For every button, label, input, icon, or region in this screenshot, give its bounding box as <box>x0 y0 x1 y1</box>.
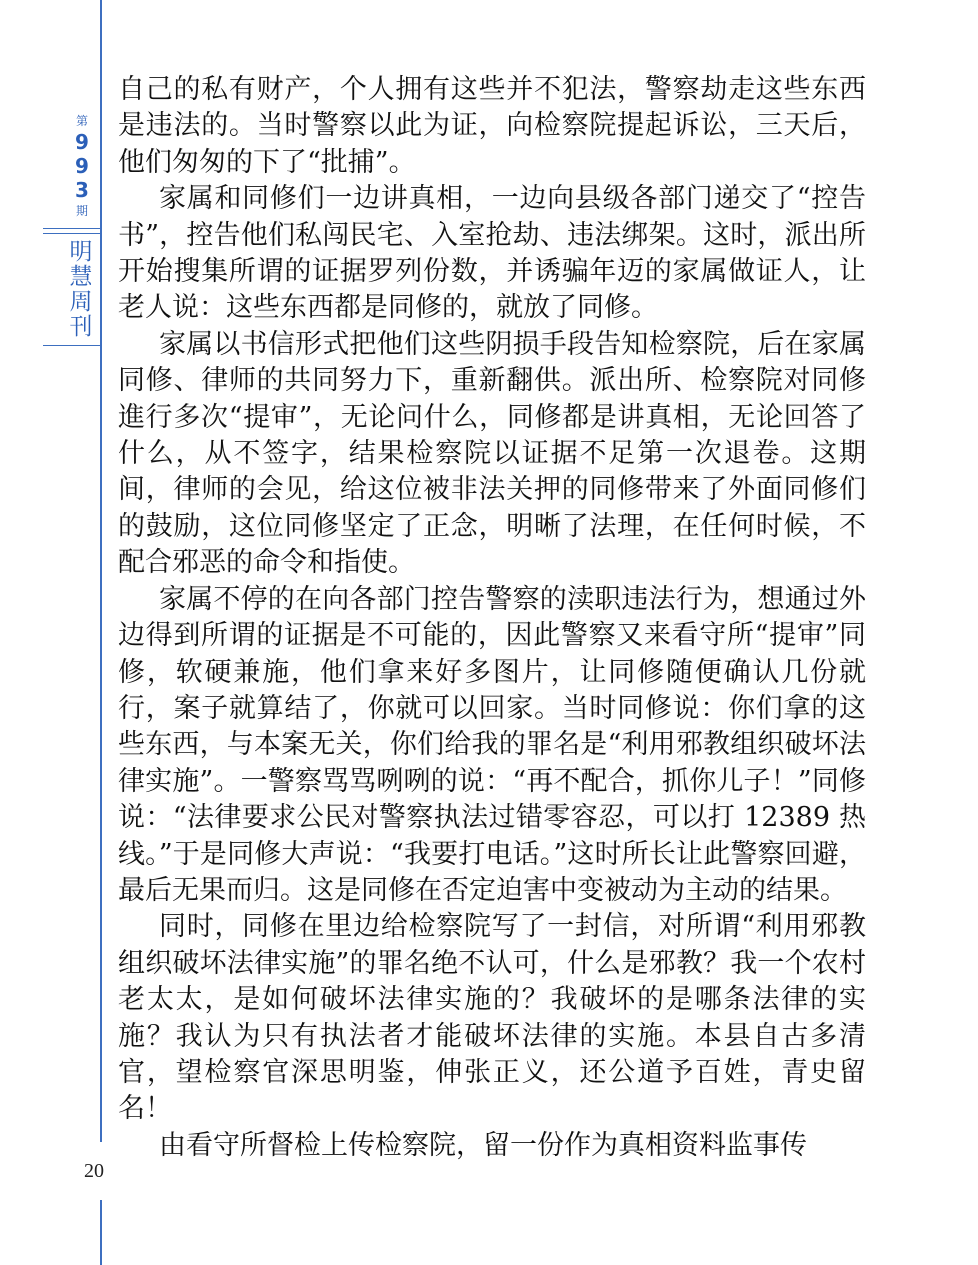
issue-digit: 9 <box>75 154 89 178</box>
margin-rule-bottom <box>100 1200 102 1265</box>
journal-char: 周 <box>69 289 93 315</box>
journal-char: 刊 <box>69 314 93 340</box>
paragraph: 由看守所督检上传检察院，留一份作为真相资料监事传 <box>159 1129 807 1161</box>
issue-prefix: 第 <box>75 114 88 128</box>
issue-digit: 9 <box>75 130 89 154</box>
paragraph: 家属和同修们一边讲真相，一边向县级各部门递交了“控告书”，控告他们私闯民宅、入室抢劫、违法绑架。这时，派出所开始搜集所谓的证据罗列份数，并诱骗年迈的家属做证人，让老人说：这些东西都是同修的，就放了同修。 <box>118 183 866 324</box>
paragraph: 自己的私有财产，个人拥有这些并不犯法，警察劫走这些东西是违法的。当时警察以此为证，向检察院提起诉讼，三天后，他们匆匆的下了“批捕”。 <box>118 74 866 178</box>
article-body <box>118 72 866 1164</box>
divider <box>43 345 101 346</box>
page-number: 20 <box>84 1160 104 1182</box>
issue-label <box>62 112 102 220</box>
divider <box>43 228 101 229</box>
journal-char: 慧 <box>69 264 93 290</box>
divider <box>43 233 101 234</box>
paragraph: 家属以书信形式把他们这些阴损手段告知检察院，后在家属同修、律师的共同努力下，重新翻供。派出所、检察院对同修進行多次“提审”，无论问什么，同修都是讲真相，无论回答了什么，从不签字，结果检察院以证据不足第一次退卷。这期间，律师的会见，给这位被非法关押的同修带来了外面同修们的鼓励，这位同修坚定了正念，明晰了法理，在任何时候，不配合邪恶的命令和指使。 <box>118 328 866 579</box>
issue-digit: 3 <box>75 178 89 202</box>
paragraph: 家属不停的在向各部门控告警察的渎职违法行为，想通过外边得到所谓的证据是不可能的，因此警察又来看守所“提审”同修，软硬兼施，他们拿来好多图片，让同修随便确认几份就行，案子就算结了，你就可以回家。当时同修说：你们拿的这些东西，与本案无关，你们给我的罪名是“利用邪教组织破坏法律实施”。一警察骂骂咧咧的说：“再不配合，抓你儿子！”同修说：“法律要求公民对警察执法过错零容忍，可以打 12389 热线。”于是同修大声说：“我要打电话。”这时所长让此警察回避，最后无果而归。这是同修在否定迫害中变被动为主动的结果。 <box>118 583 866 906</box>
paragraph: 同时，同修在里边给检察院写了一封信，对所谓“利用邪教组织破坏法律实施”的罪名绝不认可，什么是邪教？我一个农村老太太，是如何破坏法律实施的？我破坏的是哪条法律的实施？我认为只有执法者才能破坏法律的实施。本县自古多清官，望检察官深思明鉴，伸张正义，还公道予百姓，青史留名！ <box>118 911 866 1125</box>
issue-suffix: 期 <box>75 204 88 218</box>
journal-char: 明 <box>69 239 93 265</box>
journal-title <box>66 240 96 340</box>
